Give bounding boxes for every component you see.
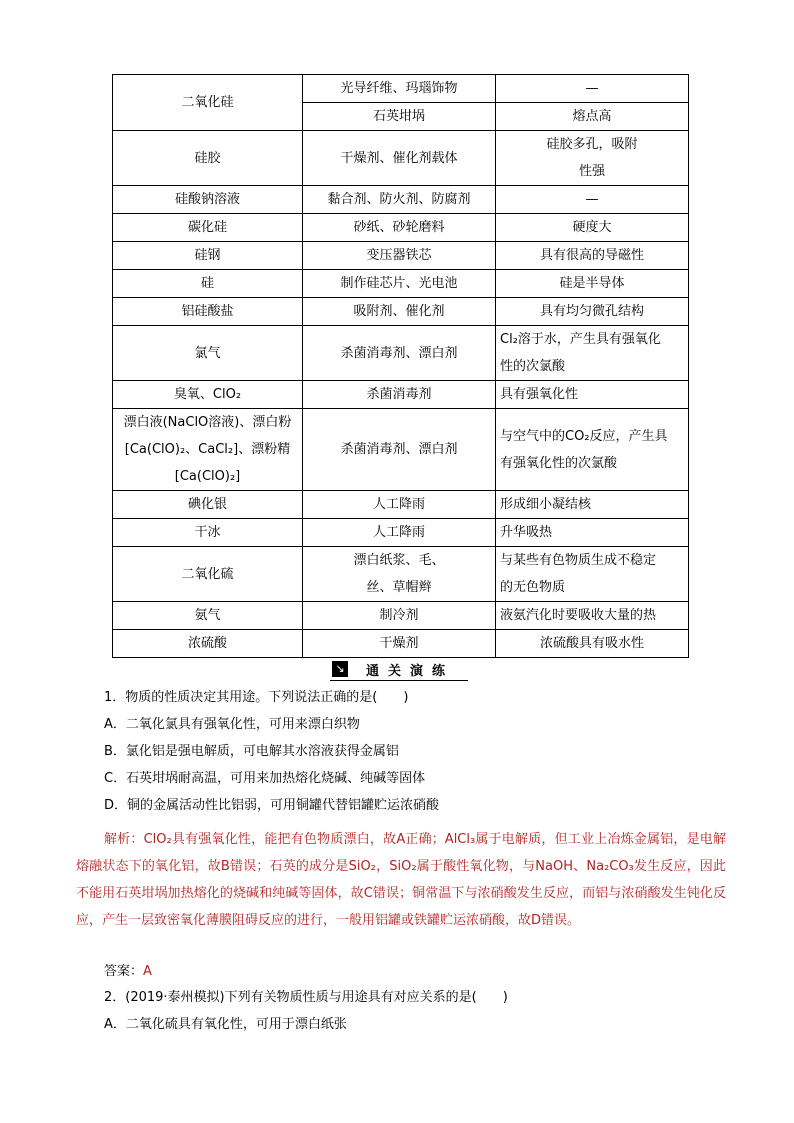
table-cell	[303, 547, 496, 602]
table-cell: 杀菌消毒剂	[303, 381, 496, 409]
table-cell: 臭氧、ClO₂	[113, 381, 303, 409]
table-cell: 碘化银	[113, 491, 303, 519]
cell-line: 硅胶多孔，吸附	[546, 137, 638, 152]
cell-line: [Ca(ClO)₂、CaCl₂]、漂粉精	[124, 442, 291, 457]
table-cell: 氨气	[113, 602, 303, 630]
cell-line: 漂白纸浆、毛、	[353, 553, 445, 568]
table-cell: 硬度大	[496, 214, 689, 242]
cell-line: 与某些有色物质生成不稳定	[500, 553, 657, 568]
answer	[104, 960, 152, 979]
table-row	[113, 131, 689, 186]
answer-label: 答案：	[104, 964, 144, 979]
option-d: D．铜的金属活动性比铝弱，可用铜罐代替铝罐贮运浓硝酸	[104, 798, 440, 813]
option-b: B．氯化铝是强电解质，可电解其水溶液获得金属铝	[104, 744, 399, 759]
table-cell: 硅是半导体	[496, 270, 689, 298]
cell-line: Cl₂溶于水，产生具有强氧化	[500, 332, 661, 347]
table-cell	[113, 409, 303, 491]
table-cell: 硅钢	[113, 242, 303, 270]
properties-table	[112, 74, 689, 658]
table-cell: —	[496, 75, 689, 103]
table-row	[113, 630, 689, 658]
cell-line: 性的次氯酸	[500, 359, 566, 374]
cell-line: [Ca(ClO)₂]	[174, 469, 241, 484]
table-row	[113, 409, 689, 491]
table-row	[113, 186, 689, 214]
section-banner	[330, 657, 468, 681]
table-cell: 砂纸、砂轮磨料	[303, 214, 496, 242]
table-cell: 硅	[113, 270, 303, 298]
table-cell: 光导纤维、玛瑙饰物	[303, 75, 496, 103]
table-cell: 干冰	[113, 519, 303, 547]
cell-line: 漂白液(NaClO溶液)、漂白粉	[123, 415, 292, 430]
table-cell: 人工降雨	[303, 491, 496, 519]
option-a: A．二氧化氯具有强氧化性，可用来漂白织物	[104, 717, 360, 732]
explanation: 解析：ClO₂具有强氧化性，能把有色物质漂白，故A正确；AlCl₃属于电解质，但工业上冶炼金属铝，是电解熔融状态下的氧化铝，故B错误；石英的成分是SiO₂，SiO₂属于酸性氧化物，与NaOH、Na₂CO₃发生反应，因此不能用石英坩埚加热熔化的烧碱和纯碱等固体，故C错误；铜常温下与浓硝酸发生反应，而铝与浓硝酸发生钝化反应，产生一层致密氧化薄膜阻碍反应的进行，一般用铝罐或铁罐贮运浓硝酸，故D错误。	[76, 832, 726, 928]
cell-line: 有强氧化性的次氯酸	[500, 455, 618, 471]
table-row	[113, 602, 689, 630]
table-cell: 硅胶	[113, 131, 303, 186]
cell-line: 性强	[578, 164, 605, 179]
table-row	[113, 381, 689, 409]
table-cell	[496, 409, 689, 491]
table-cell: 浓硫酸	[113, 630, 303, 658]
table-cell: 熔点高	[496, 103, 689, 131]
table-cell	[496, 547, 689, 602]
table-row	[113, 270, 689, 298]
table-row	[113, 491, 689, 519]
table-cell: 杀菌消毒剂、漂白剂	[303, 409, 496, 491]
table-cell: 黏合剂、防火剂、防腐剂	[303, 186, 496, 214]
table-row	[113, 547, 689, 602]
cell-line: 与空气中的CO₂反应，产生具	[500, 428, 668, 444]
table-cell: 具有均匀微孔结构	[496, 298, 689, 326]
banner-title: 通关演练	[366, 663, 455, 679]
table-cell: 石英坩埚	[303, 103, 496, 131]
question-stem: 1．物质的性质决定其用途。下列说法正确的是( )	[104, 690, 409, 705]
table-cell	[496, 131, 689, 186]
table-cell: 变压器铁芯	[303, 242, 496, 270]
table-cell: 形成细小凝结核	[496, 491, 689, 519]
arrow-icon: ↘	[332, 661, 348, 677]
table-cell: 干燥剂	[303, 630, 496, 658]
table-cell: 铝硅酸盐	[113, 298, 303, 326]
table-cell	[496, 326, 689, 381]
option-c: C．石英坩埚耐高温，可用来加热熔化烧碱、纯碱等固体	[104, 771, 426, 786]
table-row	[113, 214, 689, 242]
table-cell: 硅酸钠溶液	[113, 186, 303, 214]
table-cell: 氯气	[113, 326, 303, 381]
table-cell: 浓硫酸具有吸水性	[496, 630, 689, 658]
table-cell: 人工降雨	[303, 519, 496, 547]
table-cell: 升华吸热	[496, 519, 689, 547]
table-row	[113, 242, 689, 270]
table-cell: 制作硅芯片、光电池	[303, 270, 496, 298]
table-cell: 二氧化硫	[113, 547, 303, 602]
table-row	[113, 75, 689, 103]
table-cell: 碳化硅	[113, 214, 303, 242]
cell-line: 丝、草帽辫	[366, 580, 432, 595]
cell-line: 的无色物质	[500, 580, 566, 595]
table-cell: 具有很高的导磁性	[496, 242, 689, 270]
table-cell: 具有强氧化性	[496, 381, 689, 409]
table-cell: 二氧化硅	[113, 75, 303, 131]
option-a: A．二氧化硫具有氧化性，可用于漂白纸张	[104, 1017, 347, 1032]
table-cell: 吸附剂、催化剂	[303, 298, 496, 326]
table-row	[113, 519, 689, 547]
question-stem: 2．(2019·泰州模拟)下列有关物质性质与用途具有对应关系的是( )	[104, 990, 508, 1005]
table-cell: 杀菌消毒剂、漂白剂	[303, 326, 496, 381]
answer-value: A	[143, 964, 152, 979]
table-cell: 制冷剂	[303, 602, 496, 630]
table-cell: 液氨汽化时要吸收大量的热	[496, 602, 689, 630]
table-row	[113, 326, 689, 381]
table-cell: —	[496, 186, 689, 214]
table-row	[113, 298, 689, 326]
table-cell: 干燥剂、催化剂载体	[303, 131, 496, 186]
